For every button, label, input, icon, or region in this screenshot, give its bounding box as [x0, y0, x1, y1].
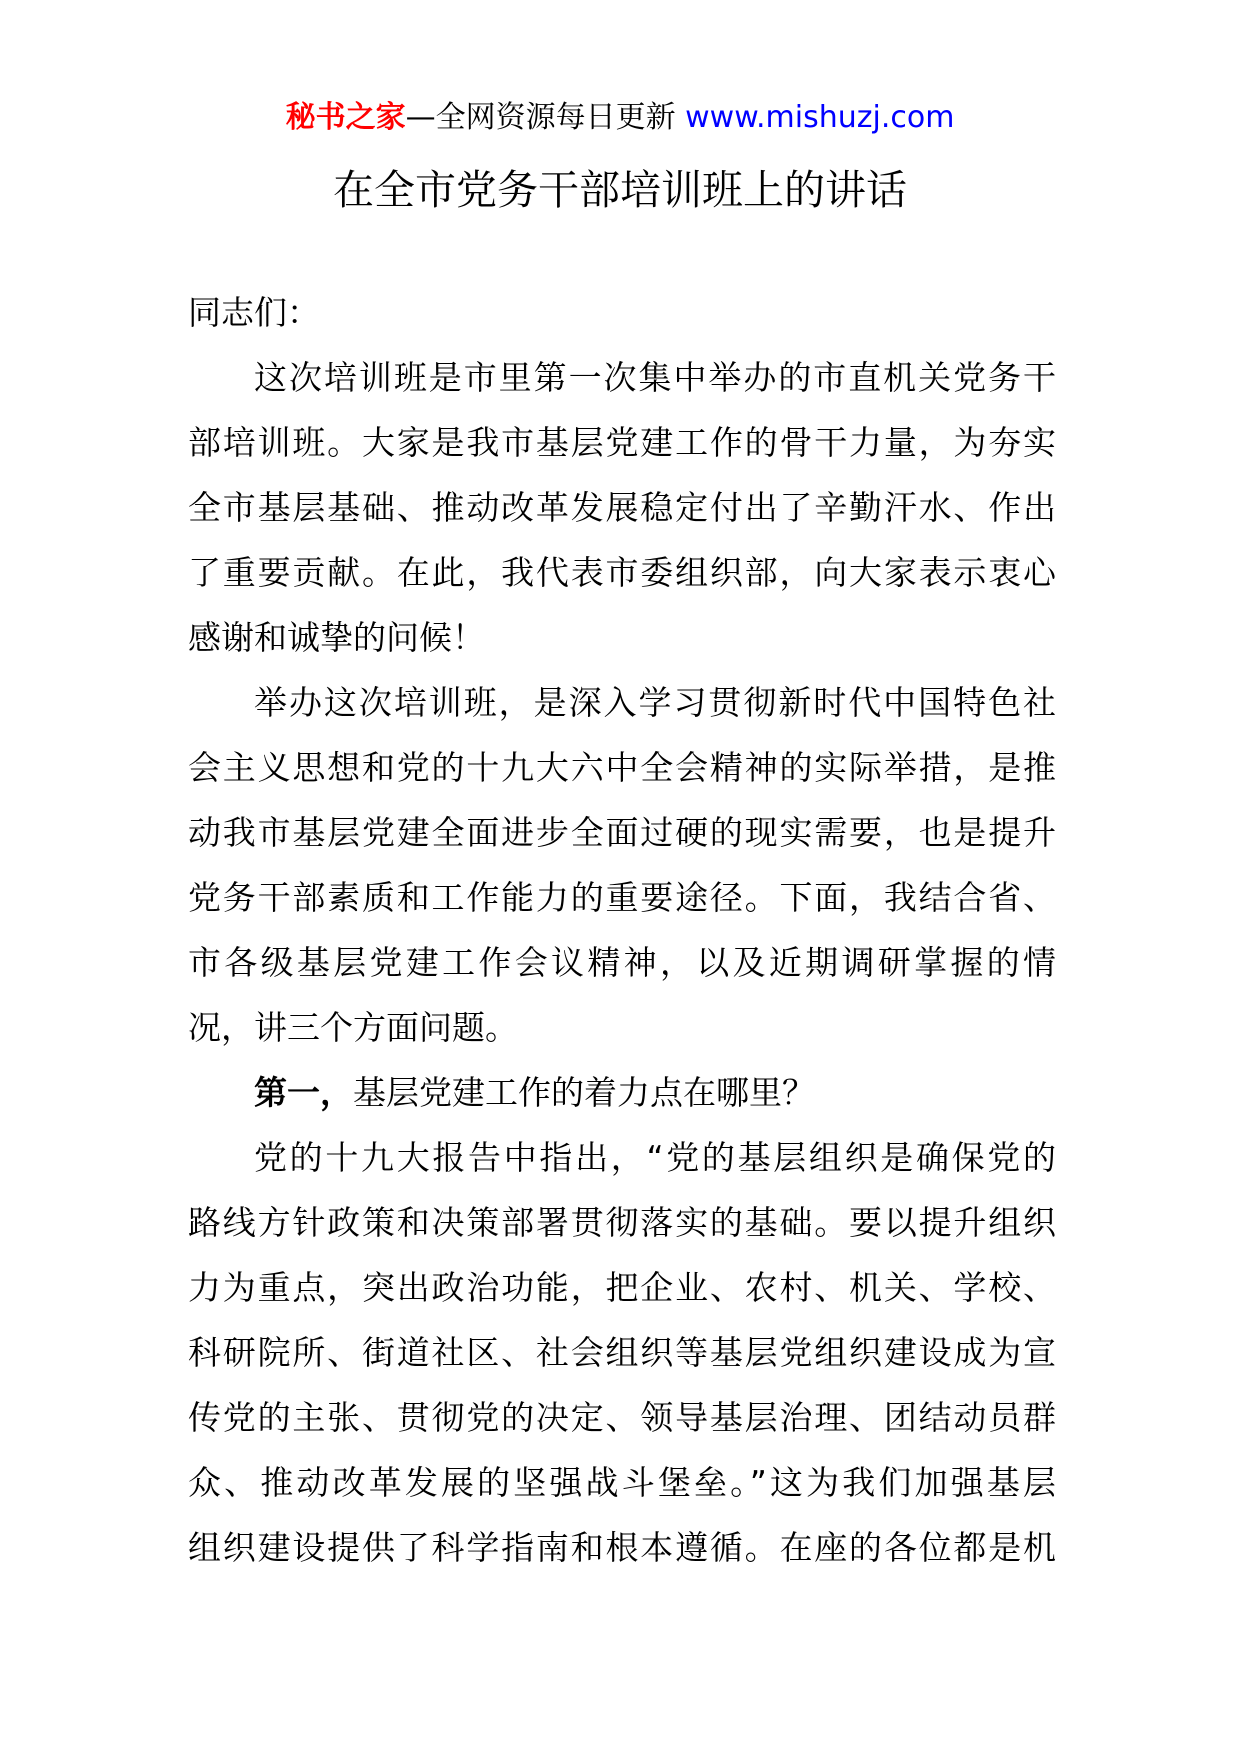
section-heading-lead: 第一，	[254, 1073, 353, 1112]
paragraph-line: 力为重点，突出政治功能，把企业、农村、机关、学校、	[188, 1268, 1056, 1307]
section-heading	[188, 1074, 1056, 1139]
section-heading-text: 基层党建工作的着力点在哪里？	[353, 1073, 815, 1112]
site-url-link[interactable]: www.mishuzj.com	[685, 100, 955, 135]
paragraph-line: 众、推动改革发展的坚强战斗堡垒。”这为我们加强基层	[188, 1463, 1056, 1502]
paragraph-line: 市各级基层党建工作会议精神，以及近期调研掌握的情	[188, 943, 1056, 982]
paragraph-line: 了重要贡献。在此，我代表市委组织部，向大家表示衷心	[188, 553, 1056, 592]
paragraph-line: 传党的主张、贯彻党的决定、领导基层治理、团结动员群	[188, 1398, 1056, 1437]
paragraph-line: 这次培训班是市里第一次集中举办的市直机关党务干	[254, 358, 1056, 397]
paragraph-line: 科研院所、街道社区、社会组织等基层党组织建设成为宣	[188, 1333, 1056, 1372]
paragraph-line: 会主义思想和党的十九大六中全会精神的实际举措，是推	[188, 748, 1056, 787]
paragraph-line: 路线方针政策和决策部署贯彻落实的基础。要以提升组织	[188, 1203, 1056, 1242]
header-banner	[0, 98, 1240, 138]
header-tagline: —全网资源每日更新	[405, 100, 676, 135]
paragraph-line: 况，讲三个方面问题。	[188, 1008, 518, 1047]
brand-name: 秘书之家	[285, 100, 406, 135]
paragraph-line: 组织建设提供了科学指南和根本遵循。在座的各位都是机	[188, 1528, 1056, 1567]
paragraph-line: 感谢和诚挚的问候！	[188, 618, 485, 657]
paragraph-line: 动我市基层党建全面进步全面过硬的现实需要，也是提升	[188, 813, 1056, 852]
paragraph-line: 部培训班。大家是我市基层党建工作的骨干力量，为夯实	[188, 423, 1056, 462]
document-body	[188, 294, 1056, 1594]
paragraph-line: 全市基层基础、推动改革发展稳定付出了辛勤汗水、作出	[188, 488, 1056, 527]
document-title: 在全市党务干部培训班上的讲话	[333, 166, 907, 214]
paragraph-line: 党务干部素质和工作能力的重要途径。下面，我结合省、	[188, 878, 1056, 917]
paragraph-line: 党的十九大报告中指出，“党的基层组织是确保党的	[254, 1138, 1056, 1177]
salutation: 同志们：	[188, 293, 320, 332]
paragraph-line: 举办这次培训班，是深入学习贯彻新时代中国特色社	[254, 683, 1056, 722]
